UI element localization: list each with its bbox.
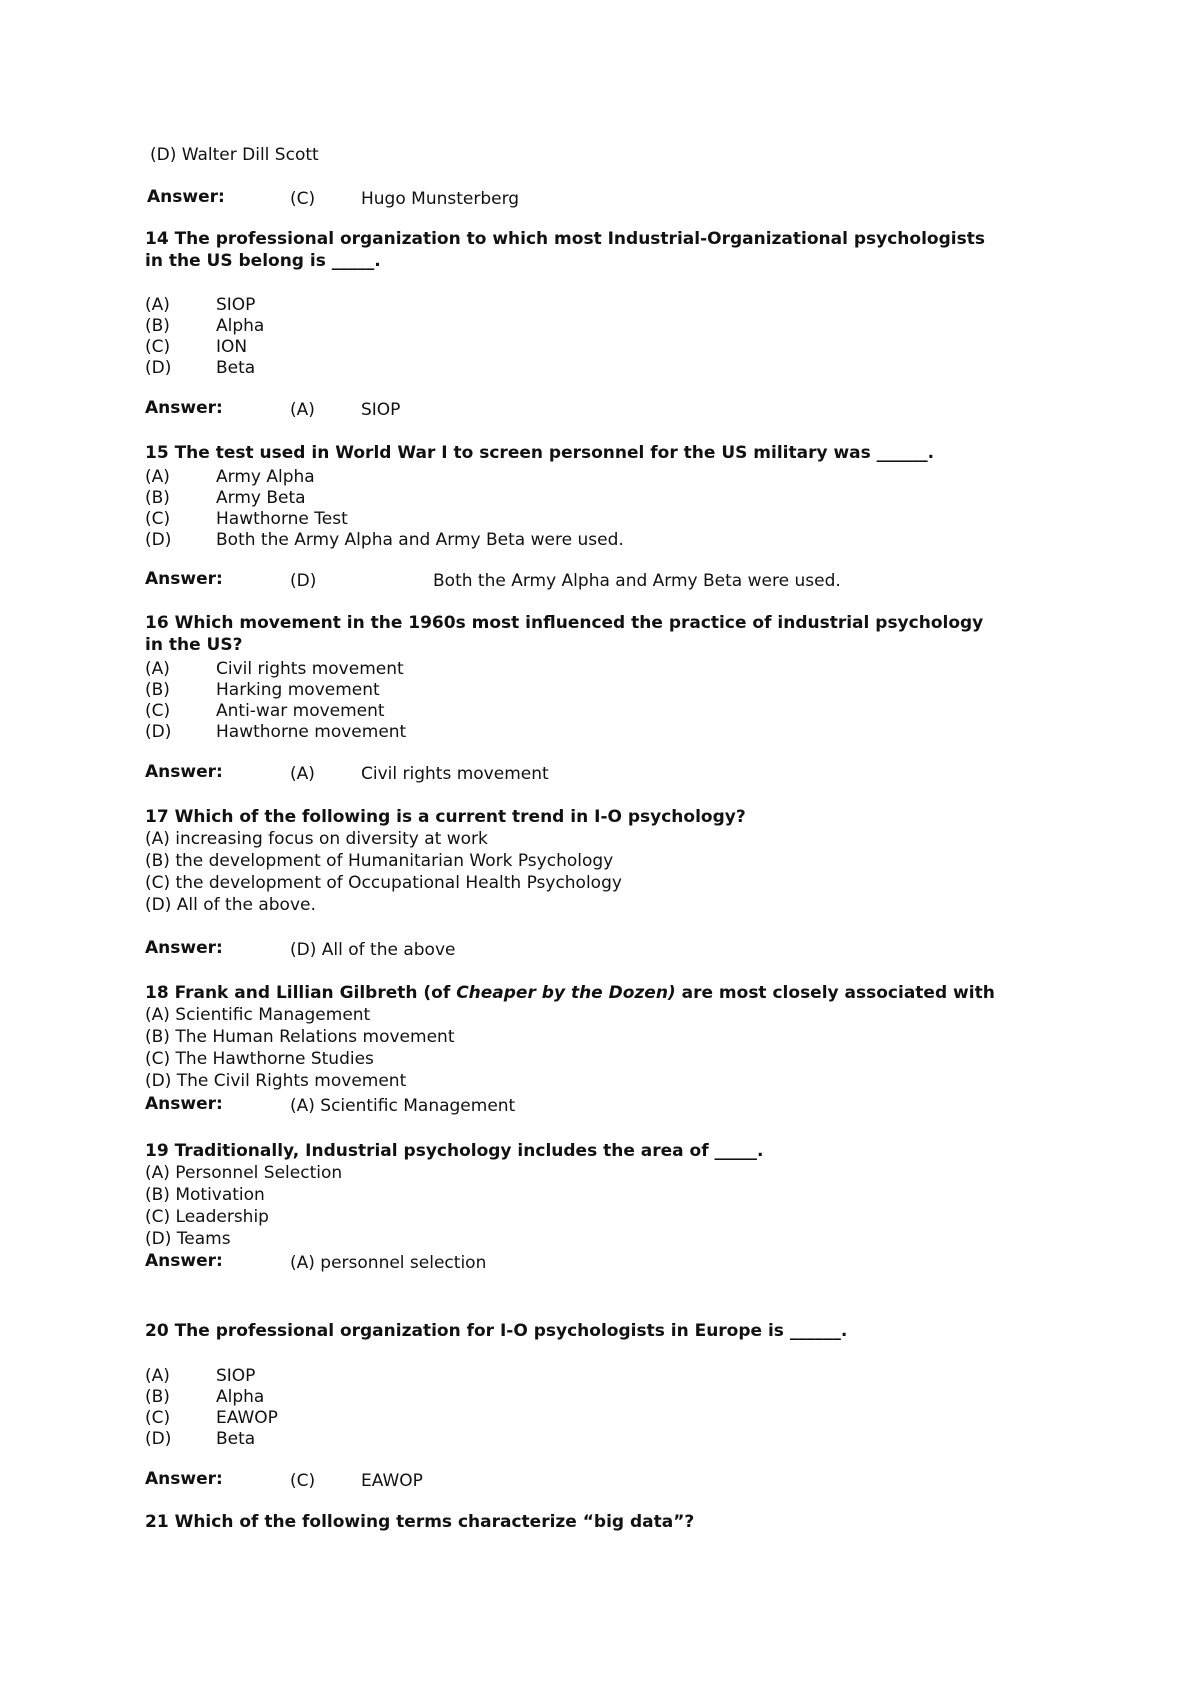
option-letter: (B) — [145, 680, 170, 700]
option-text: EAWOP — [216, 1408, 278, 1428]
option-letter: (D) — [145, 1429, 172, 1449]
answer-text: Both the Army Alpha and Army Beta were used. — [433, 571, 841, 591]
question-16-cont: in the US? — [145, 635, 243, 655]
option-text: (A) Scientific Management — [145, 1005, 371, 1025]
option-text: Hawthorne movement — [216, 722, 407, 742]
option-text: (D) Teams — [145, 1229, 231, 1249]
option-text: (B) the development of Humanitarian Work Psychology — [145, 851, 614, 871]
option-text: (A) increasing focus on diversity at work — [145, 829, 488, 849]
option-text: Civil rights movement — [216, 659, 404, 679]
answer-text: Hugo Munsterberg — [361, 189, 520, 209]
answer-letter: (A) — [290, 764, 315, 784]
option-text: SIOP — [216, 1366, 256, 1386]
option-letter: (A) — [145, 659, 170, 679]
option-letter: (C) — [145, 337, 171, 357]
answer-text: Civil rights movement — [361, 764, 549, 784]
option-q13-d: (D) Walter Dill Scott — [150, 145, 319, 165]
option-letter: (B) — [145, 316, 170, 336]
question-18-pre: 18 Frank and Lillian Gilbreth (of — [145, 983, 457, 1003]
answer-text: SIOP — [361, 400, 401, 420]
answer-letter: (C) — [290, 189, 316, 209]
answer-label: Answer: — [145, 569, 223, 589]
answer-label: Answer: — [145, 1469, 223, 1489]
option-text: (D) The Civil Rights movement — [145, 1071, 407, 1091]
option-text: Alpha — [216, 316, 265, 336]
option-letter: (B) — [145, 1387, 170, 1407]
option-text: ION — [216, 337, 248, 357]
option-text: SIOP — [216, 295, 256, 315]
option-text: (C) the development of Occupational Health Psychology — [145, 873, 622, 893]
answer-label: Answer: — [145, 1094, 223, 1114]
answer-text: (A) personnel selection — [290, 1253, 487, 1273]
option-text: (C) Leadership — [145, 1207, 269, 1227]
question-20: 20 The professional organization for I-O psychologists in Europe is ______. — [145, 1321, 848, 1341]
option-text: Beta — [216, 1429, 256, 1449]
question-18-post: are most closely associated with — [675, 983, 995, 1003]
option-text: Army Alpha — [216, 467, 315, 487]
answer-label: Answer: — [145, 398, 223, 418]
option-letter: (A) — [145, 295, 170, 315]
answer-letter: (C) — [290, 1471, 316, 1491]
answer-label: Answer: — [147, 187, 225, 207]
option-text: Harking movement — [216, 680, 380, 700]
option-text: (B) The Human Relations movement — [145, 1027, 455, 1047]
option-letter: (C) — [145, 701, 171, 721]
question-21: 21 Which of the following terms characterize “big data”? — [145, 1512, 695, 1532]
answer-letter: (A) — [290, 400, 315, 420]
option-text: Anti-war movement — [216, 701, 385, 721]
question-19: 19 Traditionally, Industrial psychology includes the area of _____. — [145, 1141, 764, 1161]
option-letter: (D) — [145, 530, 172, 550]
answer-label: Answer: — [145, 762, 223, 782]
option-text: Army Beta — [216, 488, 306, 508]
answer-text: (A) Scientific Management — [290, 1096, 516, 1116]
question-17: 17 Which of the following is a current trend in I-O psychology? — [145, 807, 746, 827]
option-text: (D) All of the above. — [145, 895, 316, 915]
book-title: Cheaper by the Dozen) — [456, 983, 676, 1003]
option-text: (C) The Hawthorne Studies — [145, 1049, 374, 1069]
option-text: Alpha — [216, 1387, 265, 1407]
answer-text: EAWOP — [361, 1471, 423, 1491]
option-letter: (D) — [145, 358, 172, 378]
option-text: Both the Army Alpha and Army Beta were used. — [216, 530, 624, 550]
question-18 — [145, 985, 995, 1002]
option-text: (A) Personnel Selection — [145, 1163, 343, 1183]
option-letter: (C) — [145, 1408, 171, 1428]
option-text: Hawthorne Test — [216, 509, 348, 529]
question-14-cont: in the US belong is _____. — [145, 251, 381, 271]
option-text: Beta — [216, 358, 256, 378]
option-letter: (A) — [145, 467, 170, 487]
option-letter: (D) — [145, 722, 172, 742]
answer-label: Answer: — [145, 938, 223, 958]
option-letter: (A) — [145, 1366, 170, 1386]
answer-text: (D) All of the above — [290, 940, 456, 960]
question-15: 15 The test used in World War I to screen personnel for the US military was ______. — [145, 443, 935, 463]
option-letter: (C) — [145, 509, 171, 529]
question-14: 14 The professional organization to which most Industrial-Organizational psychologists — [145, 229, 985, 249]
option-text: (B) Motivation — [145, 1185, 265, 1205]
option-letter: (B) — [145, 488, 170, 508]
answer-label: Answer: — [145, 1251, 223, 1271]
question-16: 16 Which movement in the 1960s most influenced the practice of industrial psychology — [145, 613, 984, 633]
answer-letter: (D) — [290, 571, 317, 591]
